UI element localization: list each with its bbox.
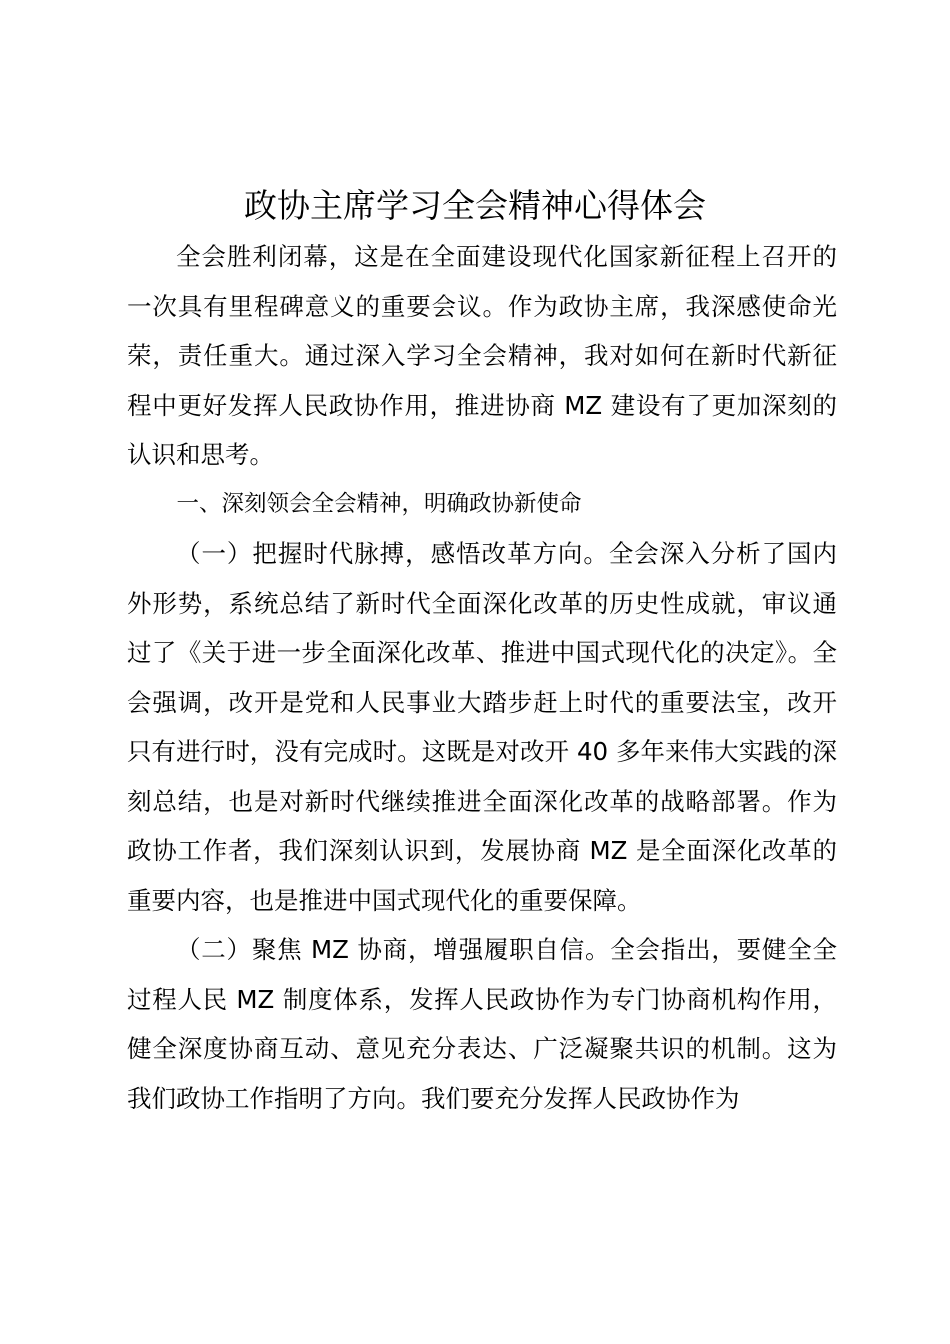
subsection-paragraph-1: （一）把握时代脉搏，感悟改革方向。全会深入分析了国内外形势，系统总结了新时代全面深化改革的历史性成就，审议通过了《关于进一步全面深化改革、推进中国式现代化的决定》。全会强调，改开是党和人民事业大踏步赶上时代的重要法宝，改开只有进行时，没有完成时。这既是对改开 40 多年来伟大实践的深刻总结，也是对新时代继续推进全面深化改革的战略部署。作为政协工作者，我们深刻认识到，发展协商 MZ 是全面深化改革的重要内容，也是推进中国式现代化的重要保障。 [127, 539, 837, 915]
document-title: 政协主席学习全会精神心得体会 [244, 186, 706, 225]
intro-paragraph: 全会胜利闭幕，这是在全面建设现代化国家新征程上召开的一次具有里程碑意义的重要会议。作为政协主席，我深感使命光荣，责任重大。通过深入学习全会精神，我对如何在新时代新征程中更好发挥人民政协作用，推进协商 MZ 建设有了更加深刻的认识和思考。 [127, 242, 837, 469]
document-body [127, 232, 837, 1123]
subsection-paragraph-2: （二）聚焦 MZ 协商，增强履职自信。全会指出，要健全全过程人民 MZ 制度体系，发挥人民政协作为专门协商机构作用，健全深度协商互动、意见充分表达、广泛凝聚共识的机制。这为我们政协工作指明了方向。我们要充分发挥人民政协作为 [127, 935, 837, 1113]
section-heading: 一、深刻领会全会精神，明确政协新使命 [176, 490, 582, 517]
